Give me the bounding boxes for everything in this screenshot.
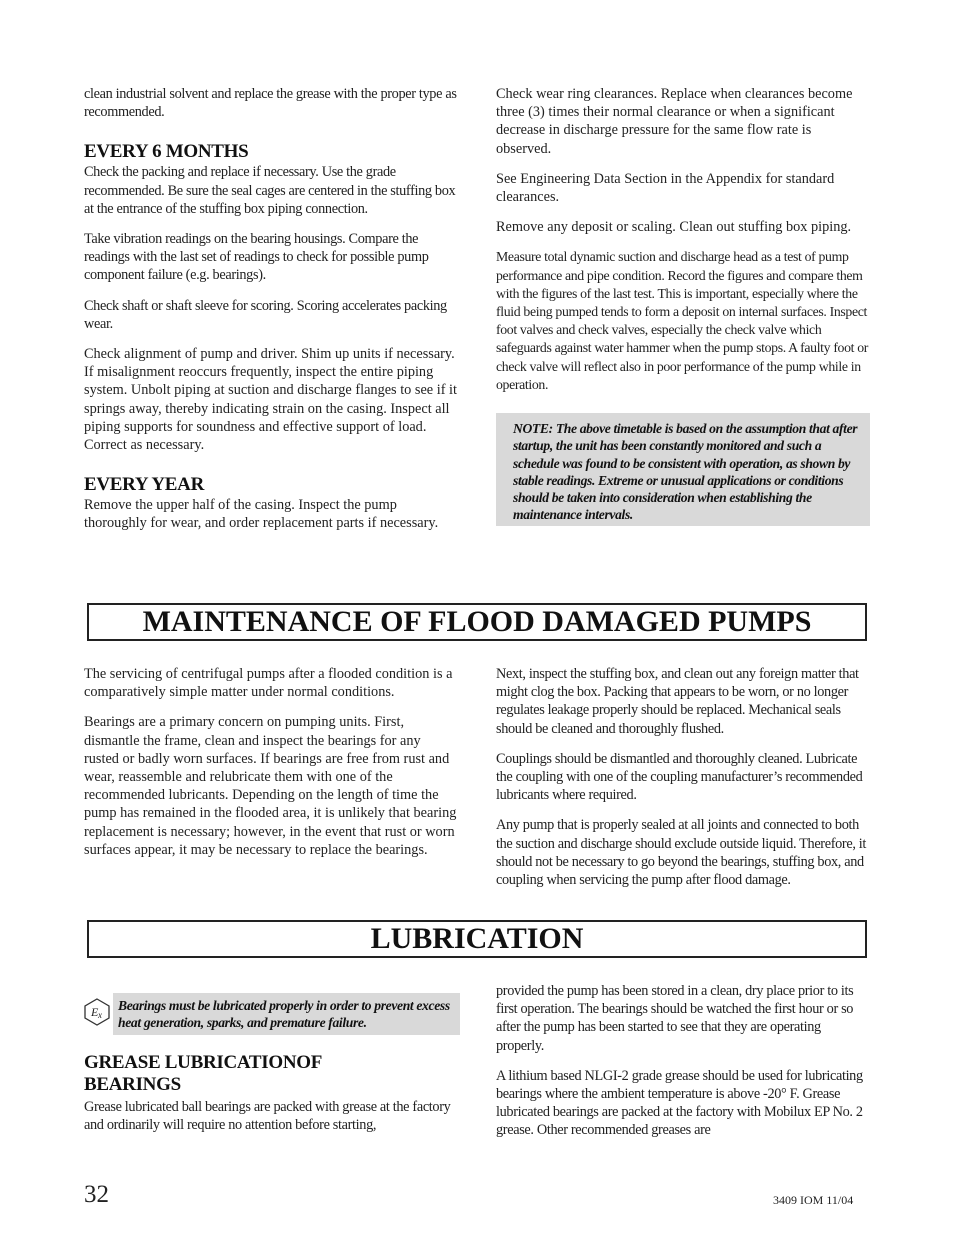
maintenance-note-box: NOTE: The above timetable is based on the assumption that after startup, the unit has been constantly monitored and such a schedule was found to be consistent with operation, as shown by stable readings. Extreme or unusual applications or conditions should be taken into consideration when establishing the maintenance intervals. [496, 413, 870, 526]
paragraph: Remove any deposit or scaling. Clean out stuffing box piping. [496, 219, 852, 236]
paragraph: Bearings are a primary concern on pumping units. First, dismantle the frame, clean and inspect the bearings for any rusted or badly worn surfaces. If bearings are free from rust and wear, reassemble and relubricate them with one of the recommended lubricants. Depending on the length of time the pump has remained in the flooded area, it is unlikely that bearing replacement is necessary; however, in the event that rust or worn surfaces appear, it may be necessary to replace the bearings. [84, 714, 457, 858]
paragraph: Next, inspect the stuffing box, and clean out any foreign matter that might clog the box. Packing that appears to be worn, or no longer regulates leakage properly should be replaced. Mechanical seals should be cleaned and thoroughly flushed. [496, 666, 859, 737]
paragraph: provided the pump has been stored in a clean, dry place prior to its first operation. The bearings should be watched the first hour or so after the pump has been started to see that they are operating properly. [496, 983, 854, 1054]
section-heading-every-6-months: EVERY 6 MONTHS [84, 141, 249, 163]
section-heading-grease-lubrication: GREASE LUBRICATIONOF BEARINGS [84, 1052, 322, 1095]
maintenance-left-column [84, 85, 458, 545]
paragraph: Grease lubricated ball bearings are packed with grease at the factory and ordinarily will require no attention before starting, [84, 1099, 451, 1134]
paragraph: Take vibration readings on the bearing housings. Compare the readings with the last set of readings to check for possible pump component failure (e.g. bearings). [84, 231, 429, 284]
warning-text: Bearings must be lubricated properly in order to prevent excess heat generation, sparks, and premature failure. [118, 998, 450, 1030]
section-banner-lubrication: LUBRICATION [87, 920, 867, 958]
paragraph: Check alignment of pump and driver. Shim up units if necessary. If misalignment reoccurs frequently, inspect the entire piping system. Unbolt piping at suction and discharge flanges to see if it springs away, thereby indicating strain on the casing. Inspect all piping supports for soundness and effective support of load. Correct as necessary. [84, 346, 457, 454]
paragraph: Check the packing and replace if necessary. Use the grade recommended. Be sure the seal cages are centered in the stuffing box at the entrance of the stuffing box piping connection. [84, 164, 456, 217]
paragraph: clean industrial solvent and replace the grease with the proper type as recommended. [84, 86, 457, 121]
maintenance-right-column [496, 85, 870, 406]
document-code: 3409 IOM 11/04 [773, 1193, 854, 1207]
paragraph: Check wear ring clearances. Replace when clearances become three (3) times their normal clearance or when a significant decrease in discharge pressure for the same flow rate is observed. [496, 86, 853, 157]
paragraph: Remove the upper half of the casing. Inspect the pump thoroughly for wear, and order replacement parts if necessary. [84, 497, 439, 532]
paragraph: See Engineering Data Section in the Appendix for standard clearances. [496, 170, 835, 206]
section-banner-flood-damaged-pumps: MAINTENANCE OF FLOOD DAMAGED PUMPS [87, 603, 867, 641]
ex-explosion-protection-icon [83, 997, 111, 1027]
section-heading-every-year: EVERY YEAR [84, 474, 205, 496]
flood-left-column [84, 665, 458, 871]
lubrication-warning [83, 993, 460, 1035]
svg-text:E: E [91, 1005, 99, 1019]
paragraph: A lithium based NLGI-2 grade grease should be used for lubricating bearings where the ambient temperature is above -20° F. Grease lubricated bearings are packed at the factory with Mobilux EP No. 2 grease. Other recommended greases are [496, 1067, 863, 1139]
paragraph: Measure total dynamic suction and discharge head as a test of pump performance and pipe condition. Record the figures and compare them with the figures of the last test. This is important, especially where the fluid being pumped tends to form a deposit on internal surfaces. Inspect foot valves and check valves, especially the check valve which safeguards against water hammer when the pump stops. A faulty foot or check valve will reflect also in poor performance of the pump while in operation. [496, 249, 869, 392]
svg-text:x: x [98, 1010, 102, 1020]
lubrication-left-column [84, 1052, 458, 1146]
paragraph: The servicing of centrifugal pumps after a flooded condition is a comparatively simple matter under normal conditions. [84, 666, 453, 701]
lubrication-right-column [496, 982, 870, 1152]
page-number: 32 [84, 1181, 109, 1208]
paragraph: Couplings should be dismantled and thoroughly cleaned. Lubricate the coupling with one of the coupling manufacturer’s recommended lubricants where required. [496, 750, 863, 804]
flood-right-column [496, 665, 870, 901]
paragraph: Check shaft or shaft sleeve for scoring. Scoring accelerates packing wear. [84, 297, 447, 332]
paragraph: Any pump that is properly sealed at all joints and connected to both the suction and discharge should exclude outside liquid. Therefore, it should not be necessary to go beyond the bearings, stuffing box, and coupling when servicing the pump after flood damage. [496, 817, 867, 889]
